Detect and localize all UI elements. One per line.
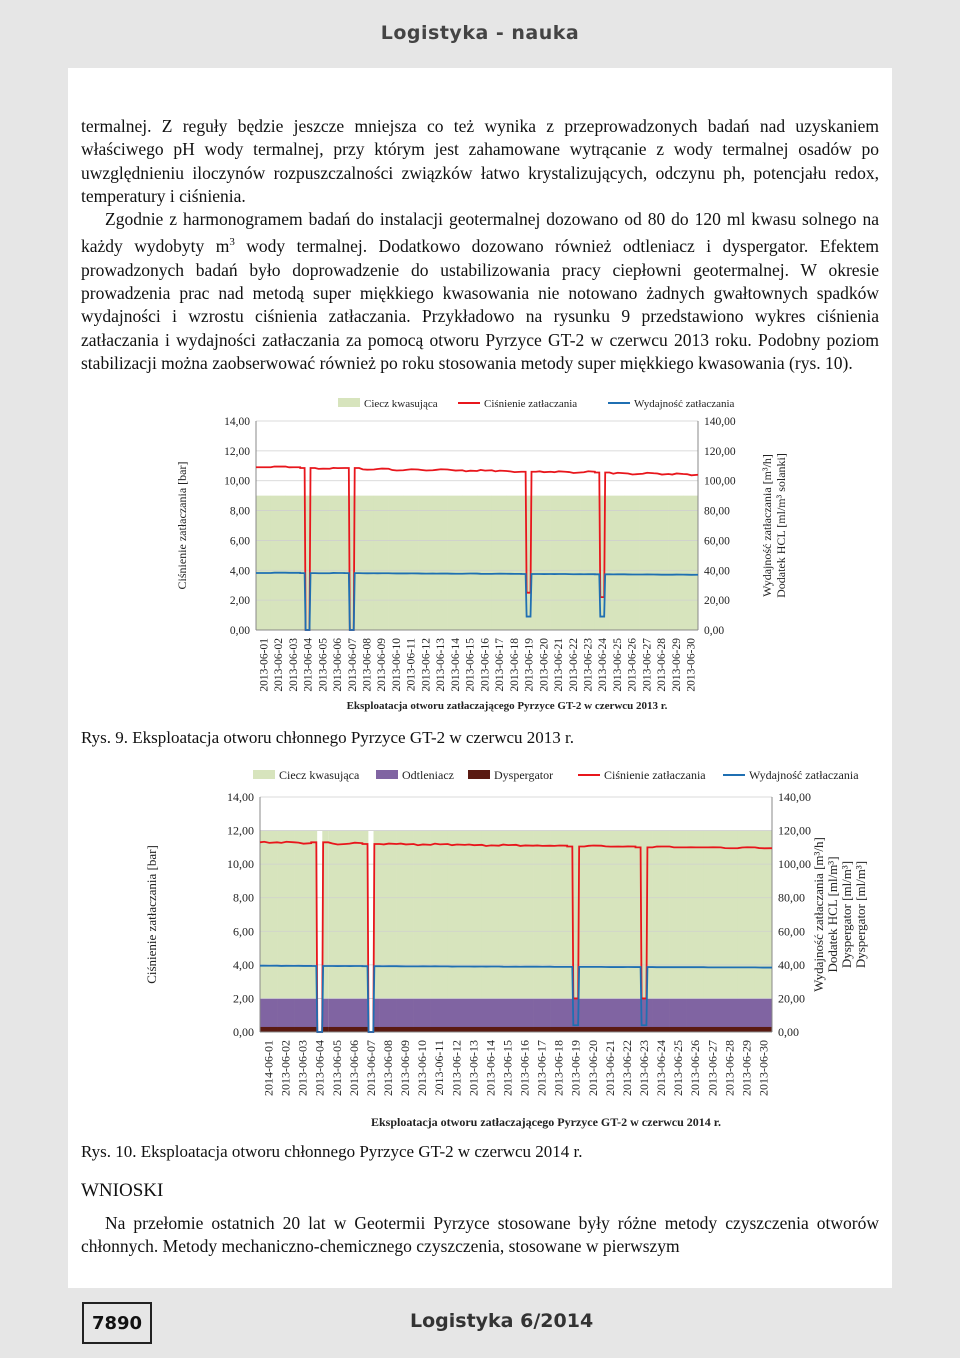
area-segment: [755, 998, 772, 1032]
right-tick-label: 80,00: [704, 505, 730, 518]
legend-swatch-2: [468, 770, 490, 779]
area-segment: [414, 1027, 431, 1032]
right-tick-label: 0,00: [704, 625, 725, 637]
x-tick-label: 2013-06-16: [479, 638, 492, 692]
area-segment: [374, 496, 389, 630]
x-tick-label: 2013-06-12: [420, 638, 433, 692]
x-tick-label: 2013-06-18: [508, 638, 521, 692]
area-segment: [311, 1027, 317, 1032]
figure-9-chart: [168, 393, 788, 718]
x-tick-label: 2013-06-23: [637, 1040, 651, 1096]
left-tick-label: 6,00: [233, 924, 254, 939]
left-tick-label: 14,00: [224, 416, 250, 428]
area-segment: [431, 998, 448, 1032]
legend-label-2: Wydajność zatłaczania: [634, 398, 735, 410]
x-tick-label: 2013-06-28: [656, 638, 669, 692]
right-axis-label: Wydajność zatłaczania [m³/h]: [811, 837, 826, 992]
area-segment: [551, 496, 566, 630]
x-tick-label: 2013-06-13: [435, 638, 448, 692]
area-segment: [610, 496, 625, 630]
area-segment: [389, 496, 404, 630]
x-tick-label: 2013-06-29: [739, 1040, 754, 1096]
right-tick-label: 40,00: [704, 565, 730, 578]
x-tick-label: 2013-06-02: [273, 638, 286, 692]
area-segment: [322, 1027, 328, 1032]
x-tick-label: 2013-06-20: [538, 638, 551, 692]
area-segment: [260, 998, 277, 1032]
area-segment: [533, 1027, 550, 1032]
area-segment: [482, 998, 499, 1032]
area-segment: [721, 1027, 738, 1032]
area-segment: [533, 998, 550, 1032]
x-tick-label: 2013-06-02: [278, 1040, 293, 1096]
conclusions-text: Na przełomie ostatnich 20 lat w Geotermii Pyrzyce stosowane były różne metody czyszczenia otworów chłonnych. Metody mechaniczno-chemicznego czyszczenia, stosowane w pierwszym: [81, 1213, 879, 1257]
x-tick-label: 2013-06-26: [688, 1040, 703, 1096]
left-tick-label: 8,00: [229, 505, 250, 518]
x-tick-label: 2013-06-27: [705, 1040, 720, 1096]
x-tick-label: 2013-06-22: [567, 638, 580, 692]
legend-swatch-1: [376, 770, 398, 779]
area-segment: [344, 496, 359, 630]
area-segment: [653, 1027, 670, 1032]
paragraph-2: [81, 208, 879, 375]
area-segment: [373, 1027, 379, 1032]
left-tick-label: 0,00: [229, 625, 250, 637]
x-tick-label: 2013-06-07: [346, 638, 359, 692]
body-paragraphs: [81, 115, 879, 375]
area-segment: [683, 496, 698, 630]
legend-swatch-0: [253, 770, 275, 779]
area-segment: [738, 998, 755, 1032]
area-segment: [738, 1027, 755, 1032]
area-segment: [635, 1027, 652, 1032]
right-axis-label: Dodatek HCL [ml/m³]: [825, 856, 840, 973]
right-tick-label: 140,00: [704, 416, 736, 428]
area-segment: [328, 998, 345, 1032]
page-number-box: 7890: [82, 1302, 152, 1344]
left-tick-label: 10,00: [227, 857, 254, 872]
x-tick-label: 2013-06-24: [654, 1040, 669, 1096]
area-segment: [704, 1027, 721, 1032]
area-segment: [567, 998, 584, 1032]
area-segment: [536, 496, 551, 630]
area-segment: [595, 496, 610, 630]
area-segment: [465, 1027, 482, 1032]
area-segment: [580, 496, 595, 630]
legend-label-1: Odtleniacz: [402, 768, 454, 782]
area-segment: [567, 1027, 584, 1032]
area-segment: [516, 1027, 533, 1032]
area-segment: [277, 1027, 294, 1032]
area-segment: [418, 496, 433, 630]
x-tick-label: 2013-06-30: [756, 1040, 771, 1096]
right-tick-label: 20,00: [704, 595, 730, 608]
legend-label-3: Ciśnienie zatłaczania: [604, 768, 706, 782]
x-tick-label: 2013-06-11: [405, 638, 418, 692]
right-axis-label: Dodatek HCL [ml/m³ solanki]: [774, 453, 788, 598]
right-tick-label: 60,00: [704, 535, 730, 548]
area-segment: [414, 998, 431, 1032]
page-sheet: [68, 68, 892, 1288]
area-segment: [618, 998, 635, 1032]
area-segment: [448, 998, 465, 1032]
left-tick-label: 6,00: [229, 535, 250, 548]
x-tick-label: 2013-06-14: [449, 638, 462, 692]
right-tick-label: 60,00: [778, 924, 805, 939]
legend-label-4: Wydajność zatłaczania: [749, 768, 859, 782]
x-tick-label: 2013-06-06: [332, 638, 345, 692]
area-segment: [670, 1027, 687, 1032]
left-tick-label: 12,00: [224, 445, 250, 458]
area-segment: [635, 998, 652, 1032]
x-tick-label: 2013-06-03: [295, 1040, 310, 1096]
x-tick-label: 2013-06-08: [381, 1040, 395, 1096]
x-tick-label: 2013-06-15: [464, 638, 477, 692]
area-segment: [550, 998, 567, 1032]
area-segment: [516, 998, 533, 1032]
x-tick-label: 2013-06-30: [685, 638, 698, 692]
right-axis-label: Wydajność zatłaczania [m³/h]: [760, 454, 774, 597]
left-tick-label: 2,00: [229, 595, 250, 608]
x-tick-label: 2013-06-10: [390, 638, 403, 692]
x-tick-label: 2013-06-01: [258, 638, 271, 692]
legend-swatch-0: [338, 398, 360, 407]
x-tick-label: 2013-06-11: [432, 1040, 447, 1096]
area-segment: [618, 1027, 635, 1032]
x-tick-label: 2013-06-10: [415, 1040, 430, 1096]
area-segment: [403, 496, 418, 630]
x-tick-label: 2013-06-14: [483, 1040, 498, 1096]
area-segment: [397, 998, 414, 1032]
left-tick-label: 14,00: [227, 790, 254, 804]
right-tick-label: 40,00: [778, 957, 805, 972]
x-tick-label: 2013-06-04: [312, 1040, 327, 1096]
area-segment: [755, 1027, 772, 1032]
right-tick-label: 100,00: [778, 857, 811, 872]
x-tick-label: 2013-06-23: [582, 638, 595, 692]
right-tick-label: 120,00: [704, 445, 736, 458]
area-segment: [521, 496, 536, 630]
left-tick-label: 0,00: [233, 1025, 254, 1039]
area-segment: [550, 1027, 567, 1032]
x-tick-label: 2013-06-12: [449, 1040, 464, 1096]
x-tick-label: 2013-06-08: [361, 638, 374, 692]
x-tick-label: 2013-06-22: [619, 1040, 634, 1096]
x-tick-label: 2013-06-21: [602, 1040, 617, 1096]
area-segment: [721, 998, 738, 1032]
figure-10-caption: Rys. 10. Eksploatacja otworu chłonnego Pyrzyce GT-2 w czerwcu 2014 r.: [81, 1142, 583, 1161]
area-segment: [397, 1027, 414, 1032]
area-segment: [669, 496, 684, 630]
figure-9-caption: Rys. 9. Eksploatacja otworu chłonnego Pyrzyce GT-2 w czerwcu 2013 r.: [81, 728, 574, 747]
left-axis-label: Ciśnienie zatłaczania [bar]: [144, 845, 159, 984]
x-tick-label: 2013-06-03: [287, 638, 300, 692]
area-segment: [653, 998, 670, 1032]
area-segment: [379, 998, 396, 1032]
paragraph-2-part-a: Zgodnie z harmonogramem badań do instalacji geotermalnej dozowano od 80 do 120 ml kwasu solnego na każdy wydobyty m: [81, 209, 879, 257]
area-segment: [277, 998, 294, 1032]
right-axis-label: Dyspergator [ml/m³]: [839, 860, 854, 969]
left-tick-label: 2,00: [233, 991, 254, 1006]
area-segment: [477, 496, 492, 630]
x-tick-label: 2013-06-13: [466, 1040, 481, 1096]
area-segment: [379, 1027, 396, 1032]
x-tick-label: 2013-06-27: [641, 638, 654, 692]
right-tick-label: 20,00: [778, 991, 805, 1006]
legend-label-0: Ciecz kwasująca: [364, 398, 438, 410]
right-tick-label: 120,00: [778, 823, 811, 838]
area-segment: [465, 998, 482, 1032]
legend-label-1: Ciśnienie zatłaczania: [484, 398, 578, 410]
left-tick-label: 4,00: [229, 565, 250, 578]
x-tick-label: 2013-06-05: [317, 638, 330, 692]
x-tick-label: 2013-06-06: [346, 1040, 361, 1096]
area-segment: [328, 1027, 345, 1032]
area-segment: [285, 496, 300, 630]
paragraph-2-part-b: wody termalnej. Dodatkowo dozowano również odtleniacz i dyspergator. Efektem prowadzonych badań było doprowadzenie do ustabilizowania pracy ciepłowni geotermalnej. W okresie prowadzenia prac nad metodą super miękkiego kwasowania nie notowano żadnych gwałtownych spadków wydajności i wzrostu ciśnienia zatłaczania. Przykładowo na rysunku 9 przedstawiono wykres ciśnienia zatłaczania i wydajności zatłaczania za pomocą otworu Pyrzyce GT-2 w czerwcu 2013 roku. Podobny poziom stabilizacji można zaobserwować również po roku stosowania metody super miękkiego kwasowania (rys. 10).: [81, 236, 880, 373]
left-tick-label: 4,00: [233, 957, 254, 972]
area-segment: [300, 496, 315, 630]
area-segment: [256, 496, 271, 630]
area-segment: [294, 1027, 311, 1032]
legend-label-2: Dyspergator: [494, 768, 554, 782]
area-segment: [448, 1027, 465, 1032]
area-segment: [687, 998, 704, 1032]
journal-section-title: Logistyka - nauka: [380, 22, 580, 44]
area-segment: [654, 496, 669, 630]
x-tick-label: 2014-06-01: [261, 1040, 276, 1096]
area-segment: [433, 496, 448, 630]
x-tick-label: 2013-06-17: [494, 638, 507, 692]
right-tick-label: 80,00: [778, 890, 805, 905]
area-segment: [462, 496, 477, 630]
area-segment: [584, 1027, 601, 1032]
area-segment: [499, 1027, 516, 1032]
x-tick-label: 2013-06-07: [363, 1040, 378, 1096]
x-tick-label: 2013-06-20: [585, 1040, 600, 1096]
area-segment: [271, 496, 286, 630]
left-tick-label: 8,00: [233, 890, 254, 905]
x-tick-label: 2013-06-29: [670, 638, 683, 692]
area-segment: [584, 998, 601, 1032]
area-segment: [482, 1027, 499, 1032]
area-segment: [359, 496, 374, 630]
x-tick-label: 2013-06-16: [517, 1040, 532, 1096]
left-tick-label: 12,00: [227, 823, 254, 838]
area-segment: [565, 496, 580, 630]
area-segment: [601, 998, 618, 1032]
x-tick-label: 2013-06-19: [523, 638, 536, 692]
area-segment: [330, 496, 345, 630]
x-tick-label: 2013-06-25: [671, 1040, 686, 1096]
conclusions-heading: WNIOSKI: [81, 1180, 164, 1201]
right-tick-label: 140,00: [778, 790, 811, 804]
x-tick-label: 2013-06-09: [398, 1040, 413, 1096]
chart-title: Eksploatacja otworu zatłaczającego Pyrzyce GT-2 w czerwcu 2013 r.: [346, 700, 668, 712]
area-segment: [345, 998, 362, 1032]
area-segment: [315, 496, 330, 630]
right-tick-label: 100,00: [704, 475, 736, 488]
x-tick-label: 2013-06-17: [534, 1040, 549, 1096]
conclusions-paragraph: [81, 1212, 879, 1259]
left-axis-label: Ciśnienie zatłaczania [bar]: [175, 461, 189, 590]
x-tick-label: 2013-06-04: [302, 638, 315, 692]
x-tick-label: 2013-06-25: [611, 638, 624, 692]
x-tick-label: 2013-06-09: [376, 638, 389, 692]
x-tick-label: 2013-06-21: [553, 638, 566, 692]
area-segment: [687, 1027, 704, 1032]
figure-10-chart: [138, 765, 868, 1135]
journal-issue: Logistyka 6/2014: [410, 1310, 594, 1332]
area-segment: [639, 496, 654, 630]
x-tick-label: 2013-06-24: [597, 638, 610, 692]
area-segment: [294, 998, 311, 1032]
x-tick-label: 2013-06-28: [722, 1040, 737, 1096]
area-segment: [670, 998, 687, 1032]
area-segment: [492, 496, 507, 630]
area-segment: [499, 998, 516, 1032]
x-tick-label: 2013-06-05: [329, 1040, 344, 1096]
chart-title: Eksploatacja otworu zatłaczającego Pyrzyce GT-2 w czerwcu 2014 r.: [370, 1115, 722, 1129]
x-tick-label: 2013-06-18: [551, 1040, 566, 1096]
area-segment: [260, 1027, 277, 1032]
area-segment: [624, 496, 639, 630]
area-segment: [704, 998, 721, 1032]
right-tick-label: 0,00: [778, 1025, 799, 1039]
legend-label-0: Ciecz kwasująca: [279, 768, 360, 782]
area-segment: [362, 1027, 368, 1032]
left-tick-label: 10,00: [224, 475, 250, 488]
x-tick-label: 2013-06-19: [568, 1040, 583, 1096]
area-segment: [448, 496, 463, 630]
paragraph-2-superscript: 3: [229, 236, 235, 249]
area-segment: [506, 496, 521, 630]
right-axis-label: Dyspergator [ml/m³]: [853, 860, 868, 969]
x-tick-label: 2013-06-26: [626, 638, 639, 692]
area-segment: [345, 1027, 362, 1032]
paragraph-1: termalnej. Z reguły będzie jeszcze mniejsza co też wynika z przeprowadzonych badań nad uzyskaniem właściwego pH wody termalnej, przy którym jest zahamowane wytrącanie z wody termalnej osadów po uwzględnieniu iloczynów rozpuszczalności związków łatwo krystalizujących, odczynu ph, potencjału redox, temperatury i ciśnienia.: [81, 116, 879, 206]
x-tick-label: 2013-06-15: [500, 1040, 515, 1096]
area-segment: [601, 1027, 618, 1032]
area-segment: [431, 1027, 448, 1032]
